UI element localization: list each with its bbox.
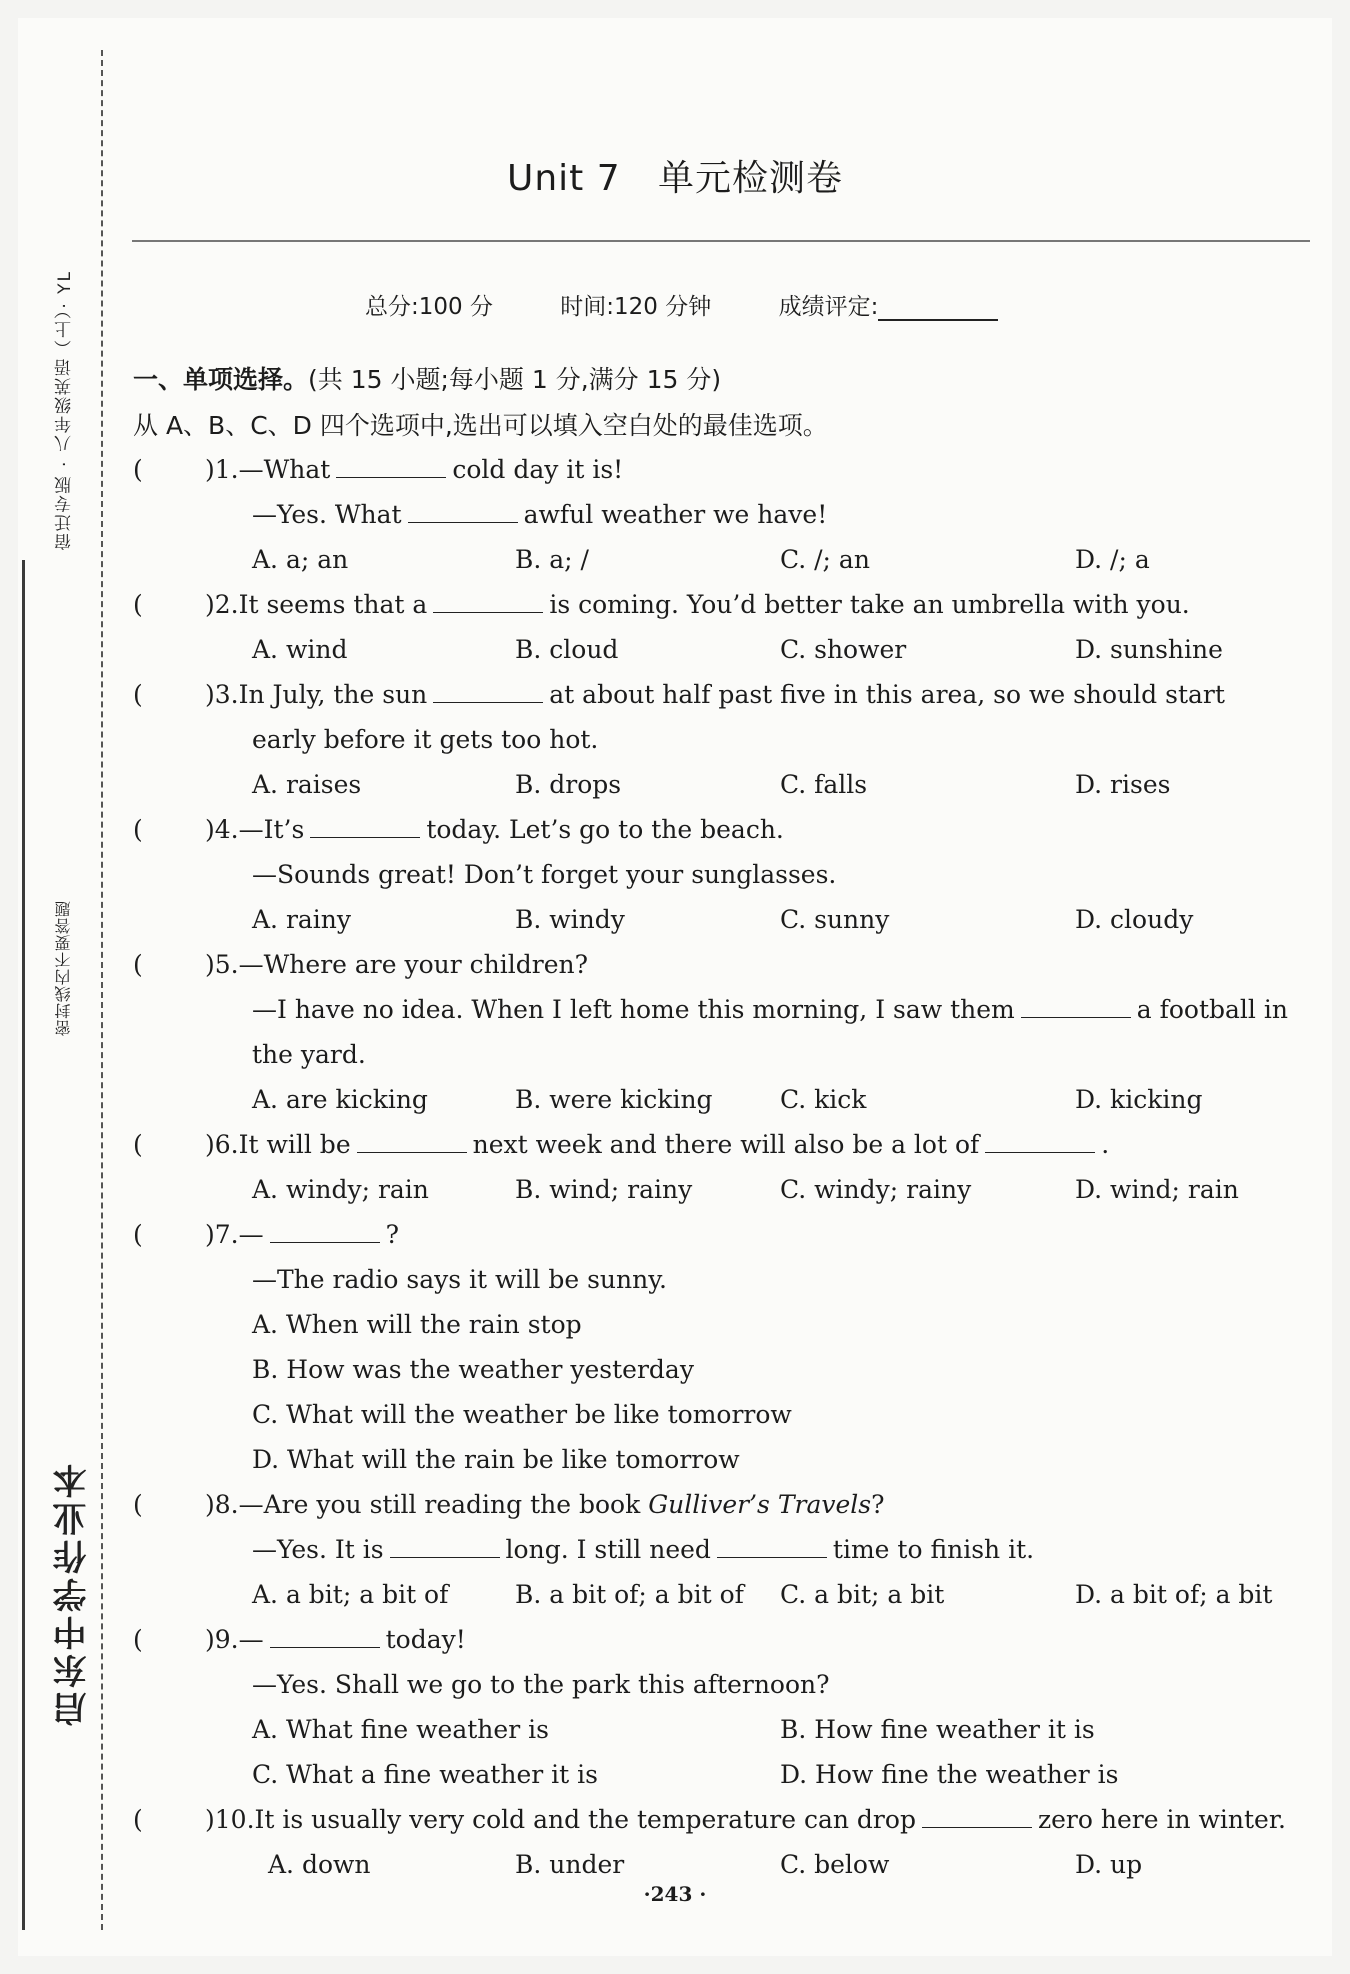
option-c[interactable]: C. What a fine weather it is <box>252 1760 598 1789</box>
option-b[interactable]: B. a bit of; a bit of <box>515 1580 744 1609</box>
option-a[interactable]: A. raises <box>252 770 362 799</box>
answer-paren[interactable]: ( <box>133 1130 143 1159</box>
blank[interactable] <box>717 1537 827 1558</box>
score-info <box>365 288 998 321</box>
question-10: )10.It is usually very cold and the temperature can drop zero here in winter. <box>205 1805 1286 1834</box>
answer-paren[interactable]: ( <box>133 1220 143 1249</box>
answer-paren[interactable]: ( <box>133 680 143 709</box>
blank[interactable] <box>985 1132 1095 1153</box>
option-a[interactable]: A. rainy <box>252 905 352 934</box>
question-5-line-2: —I have no idea. When I left home this morning, I saw them a football in <box>252 995 1288 1024</box>
option-c[interactable]: C. a bit; a bit <box>780 1580 945 1609</box>
option-a[interactable]: A. a; an <box>252 545 349 574</box>
question-4: )4.—It’s today. Let’s go to the beach. <box>205 815 784 844</box>
answer-paren[interactable]: ( <box>133 1490 143 1519</box>
option-d[interactable]: D. up <box>1075 1850 1143 1879</box>
question-6: )6.It will be next week and there will also be a lot of . <box>205 1130 1110 1159</box>
blank[interactable] <box>408 502 518 523</box>
option-b[interactable]: B. cloud <box>515 635 619 664</box>
question-3-line-2: early before it gets too hot. <box>252 725 599 754</box>
option-b[interactable]: B. drops <box>515 770 622 799</box>
option-c[interactable]: C. What will the weather be like tomorrow <box>252 1400 792 1429</box>
question-7: )7.— ? <box>205 1220 400 1249</box>
option-a[interactable]: A. wind <box>252 635 348 664</box>
option-c[interactable]: C. windy; rainy <box>780 1175 972 1204</box>
book-title: Gulliver’s Travels <box>648 1490 872 1519</box>
blank[interactable] <box>433 682 543 703</box>
section-heading: 一、单项选择。(共 15 小题;每小题 1 分,满分 15 分) <box>133 365 722 394</box>
option-b[interactable]: B. How was the weather yesterday <box>252 1355 694 1384</box>
option-b[interactable]: B. were kicking <box>515 1085 713 1114</box>
answer-paren[interactable]: ( <box>133 455 143 484</box>
option-d[interactable]: D. rises <box>1075 770 1171 799</box>
section-instruction: 从 A、B、C、D 四个选项中,选出可以填入空白处的最佳选项。 <box>133 411 828 440</box>
question-8: )8.—Are you still reading the book Gulliver’s Travels? <box>205 1490 885 1519</box>
option-b[interactable]: B. wind; rainy <box>515 1175 693 1204</box>
blank[interactable] <box>433 592 543 613</box>
question-5-line-3: the yard. <box>252 1040 366 1069</box>
answer-paren[interactable]: ( <box>133 590 143 619</box>
option-d[interactable]: D. wind; rain <box>1075 1175 1239 1204</box>
binding-line <box>22 560 25 1930</box>
seal-warning: 密封线内不要答题 <box>54 900 73 1036</box>
option-b[interactable]: B. under <box>515 1850 625 1879</box>
answer-paren[interactable]: ( <box>133 1805 143 1834</box>
option-d[interactable]: D. What will the rain be like tomorrow <box>252 1445 740 1474</box>
page-title: Unit 7 单元检测卷 <box>507 158 843 199</box>
option-a[interactable]: A. windy; rain <box>252 1175 429 1204</box>
blank[interactable] <box>310 817 420 838</box>
seal-dashed-line <box>101 50 103 1930</box>
option-d[interactable]: D. kicking <box>1075 1085 1203 1114</box>
blank[interactable] <box>336 457 446 478</box>
option-c[interactable]: C. below <box>780 1850 890 1879</box>
option-c[interactable]: C. kick <box>780 1085 867 1114</box>
blank[interactable] <box>270 1627 380 1648</box>
question-2: )2.It seems that a is coming. You’d better take an umbrella with you. <box>205 590 1190 619</box>
question-9-line-2: —Yes. Shall we go to the park this afternoon? <box>252 1670 830 1699</box>
option-a[interactable]: A. a bit; a bit of <box>252 1580 449 1609</box>
page-number: ·243 · <box>643 1882 707 1906</box>
answer-paren[interactable]: ( <box>133 950 143 979</box>
option-a[interactable]: A. What fine weather is <box>252 1715 549 1744</box>
option-b[interactable]: B. a; / <box>515 545 589 574</box>
blank[interactable] <box>390 1537 500 1558</box>
option-c[interactable]: C. falls <box>780 770 868 799</box>
question-7-line-2: —The radio says it will be sunny. <box>252 1265 667 1294</box>
option-d[interactable]: D. a bit of; a bit <box>1075 1580 1273 1609</box>
answer-paren[interactable]: ( <box>133 1625 143 1654</box>
grade-label: 成绩评定: <box>778 294 879 320</box>
title-divider <box>132 240 1310 242</box>
option-d[interactable]: D. sunshine <box>1075 635 1223 664</box>
answer-paren[interactable]: ( <box>133 815 143 844</box>
question-9: )9.— today! <box>205 1625 466 1654</box>
blank[interactable] <box>922 1807 1032 1828</box>
option-b[interactable]: B. How fine weather it is <box>780 1715 1095 1744</box>
question-5: )5.—Where are your children? <box>205 950 589 979</box>
brand-label: 启东中学作业本 <box>53 1460 93 1726</box>
total-score: 总分:100 分 <box>365 294 493 320</box>
question-1: )1.—What cold day it is! <box>205 455 624 484</box>
question-4-line-2: —Sounds great! Don’t forget your sunglasses. <box>252 860 837 889</box>
option-d[interactable]: D. How fine the weather is <box>780 1760 1119 1789</box>
blank[interactable] <box>357 1132 467 1153</box>
option-a[interactable]: A. When will the rain stop <box>252 1310 582 1339</box>
question-3: )3.In July, the sun at about half past five in this area, so we should start <box>205 680 1225 709</box>
option-c[interactable]: C. shower <box>780 635 907 664</box>
option-d[interactable]: D. /; a <box>1075 545 1150 574</box>
option-a[interactable]: A. are kicking <box>252 1085 428 1114</box>
option-b[interactable]: B. windy <box>515 905 625 934</box>
series-label: 宿迁专版 · 八年级英语（上）· YL <box>55 270 75 551</box>
question-1-line-2: —Yes. What awful weather we have! <box>252 500 828 529</box>
option-a[interactable]: A. down <box>268 1850 371 1879</box>
grade-blank[interactable] <box>878 297 998 321</box>
blank[interactable] <box>270 1222 380 1243</box>
question-8-line-2: —Yes. It is long. I still need time to finish it. <box>252 1535 1035 1564</box>
blank[interactable] <box>1021 997 1131 1018</box>
option-c[interactable]: C. sunny <box>780 905 890 934</box>
time-limit: 时间:120 分钟 <box>560 294 712 320</box>
option-d[interactable]: D. cloudy <box>1075 905 1194 934</box>
option-c[interactable]: C. /; an <box>780 545 870 574</box>
